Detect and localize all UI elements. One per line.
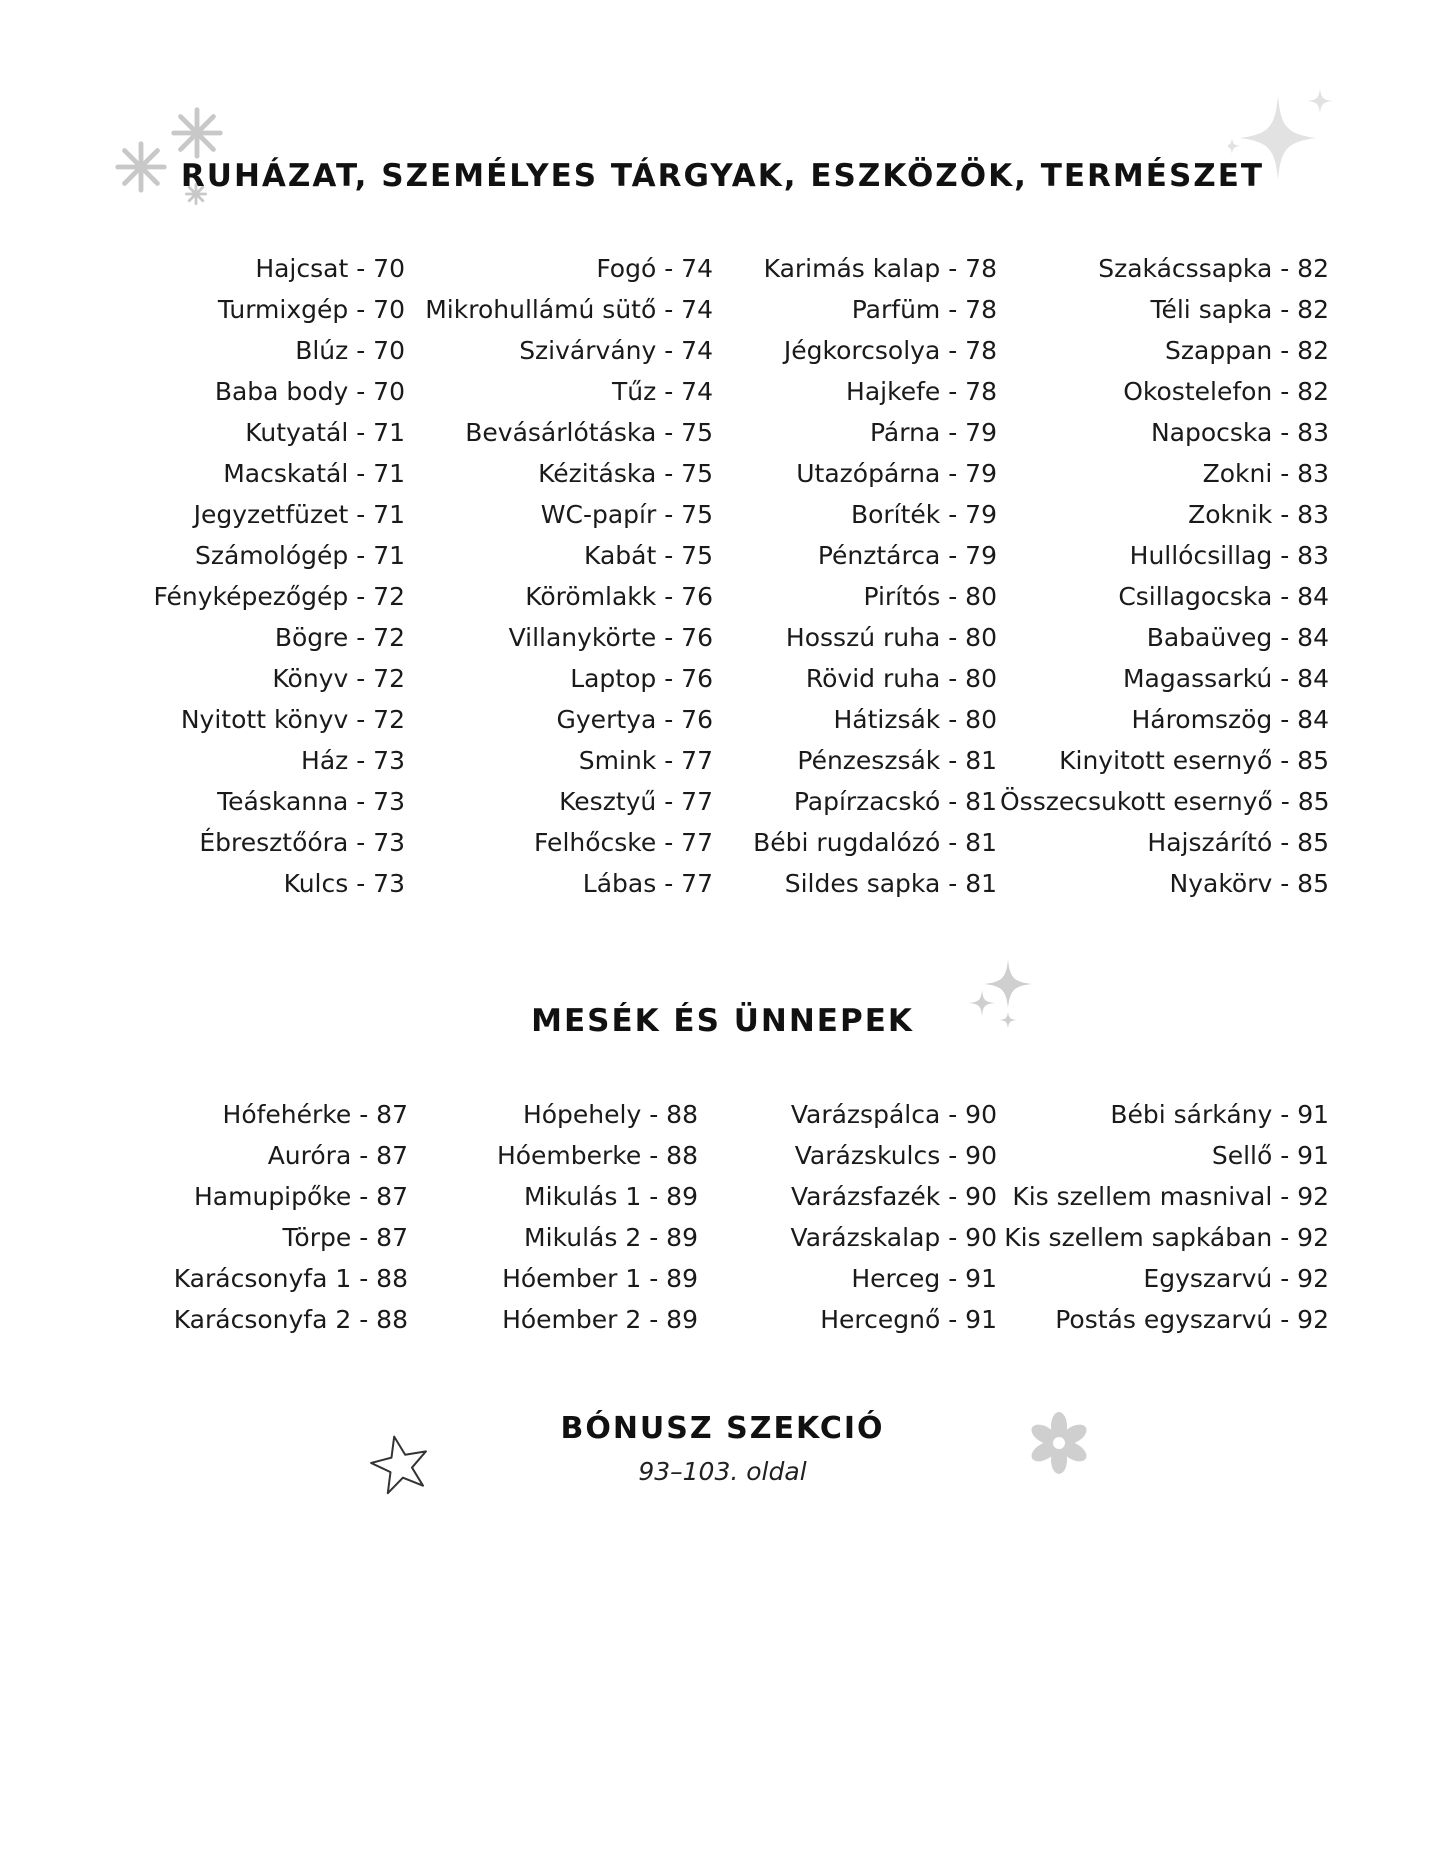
section-title-clothing: RUHÁZAT, SZEMÉLYES TÁRGYAK, ESZKÖZÖK, TERMÉSZET: [180, 158, 1265, 194]
index-entry: Felhőcske - 77: [534, 828, 713, 857]
index-entry: Törpe - 87: [282, 1223, 408, 1252]
index-entry: Hercegnő - 91: [820, 1305, 997, 1334]
index-entry: Fényképezőgép - 72: [153, 582, 405, 611]
index-entry: Blúz - 70: [295, 336, 405, 365]
index-entry: Okostelefon - 82: [1123, 377, 1329, 406]
index-entry: Ház - 73: [301, 746, 405, 775]
index-entry: Rövid ruha - 80: [805, 664, 997, 693]
index-entry: Napocska - 83: [1150, 418, 1329, 447]
index-entry: Hullócsillag - 83: [1129, 541, 1329, 570]
index-entry: Karácsonyfa 2 - 88: [173, 1305, 408, 1334]
index-entry: Macskatál - 71: [223, 459, 405, 488]
index-entry: Hóemberke - 88: [496, 1141, 698, 1170]
index-column: [720, 1094, 997, 1340]
index-entry: Papírzacskó - 81: [793, 787, 997, 816]
bonus-section-title: BÓNUSZ SZEKCIÓ: [560, 1411, 885, 1446]
index-entry: Karimás kalap - 78: [763, 254, 997, 283]
index-entry: Fogó - 74: [596, 254, 713, 283]
index-entry: Boríték - 79: [850, 500, 997, 529]
index-entry: Kinyitott esernyő - 85: [1059, 746, 1329, 775]
index-entry: Háromszög - 84: [1131, 705, 1329, 734]
index-column: [720, 248, 997, 904]
index-entry: Turmixgép - 70: [217, 295, 405, 324]
index-entry: Sildes sapka - 81: [784, 869, 997, 898]
index-entry: Varázsfazék - 90: [790, 1182, 997, 1211]
index-entry: Hajkefe - 78: [846, 377, 997, 406]
index-entry: Kutyatál - 71: [245, 418, 405, 447]
section-title-tales: MESÉK ÉS ÜNNEPEK: [531, 1003, 914, 1039]
index-entry: Hópehely - 88: [522, 1100, 698, 1129]
bonus-page-range: 93–103. oldal: [638, 1457, 807, 1486]
index-entry: Könyv - 72: [272, 664, 405, 693]
index-entry: Bébi sárkány - 91: [1110, 1100, 1329, 1129]
index-entry: Szivárvány - 74: [519, 336, 713, 365]
index-entry: Jegyzetfüzet - 71: [193, 500, 405, 529]
flower-icon: [168, 104, 226, 162]
index-entry: Varázskulcs - 90: [794, 1141, 997, 1170]
index-entry: Bébi rugdalózó - 81: [753, 828, 997, 857]
index-entry: Mikulás 2 - 89: [524, 1223, 698, 1252]
index-entry: Sellő - 91: [1211, 1141, 1329, 1170]
index-column: [140, 1094, 408, 1340]
index-entry: Bevásárlótáska - 75: [465, 418, 713, 447]
index-entry: Baba body - 70: [214, 377, 405, 406]
index-column: [1000, 1094, 1329, 1340]
index-column: [420, 248, 713, 904]
index-entry: Egyszarvú - 92: [1143, 1264, 1329, 1293]
index-entry: Teáskanna - 73: [217, 787, 405, 816]
index-entry: Hajcsat - 70: [255, 254, 405, 283]
index-entry: Párna - 79: [869, 418, 997, 447]
index-entry: Pénzeszsák - 81: [797, 746, 997, 775]
index-entry: Körömlakk - 76: [525, 582, 713, 611]
index-column: [140, 248, 405, 904]
index-entry: Varázskalap - 90: [790, 1223, 997, 1252]
index-entry: Jégkorcsolya - 78: [783, 336, 997, 365]
index-column: [420, 1094, 698, 1340]
index-entry: Nyakörv - 85: [1169, 869, 1329, 898]
index-entry: Kulcs - 73: [283, 869, 405, 898]
index-entry: Pénztárca - 79: [817, 541, 997, 570]
index-entry: Hátizsák - 80: [833, 705, 997, 734]
index-entry: Nyitott könyv - 72: [180, 705, 405, 734]
index-entry: Hóember 1 - 89: [502, 1264, 698, 1293]
index-entry: Babaüveg - 84: [1146, 623, 1329, 652]
index-entry: Hóember 2 - 89: [502, 1305, 698, 1334]
index-entry: Szappan - 82: [1165, 336, 1329, 365]
index-entry: Kabát - 75: [584, 541, 713, 570]
index-entry: Smink - 77: [578, 746, 713, 775]
index-entry: Auróra - 87: [267, 1141, 408, 1170]
index-entry: Herceg - 91: [851, 1264, 997, 1293]
index-entry: Pirítós - 80: [863, 582, 997, 611]
index-entry: Hajszárító - 85: [1147, 828, 1329, 857]
index-entry: Hamupipőke - 87: [194, 1182, 408, 1211]
index-entry: Utazópárna - 79: [796, 459, 997, 488]
index-entry: Gyertya - 76: [556, 705, 713, 734]
index-entry: Összecsukott esernyő - 85: [1000, 787, 1330, 816]
index-entry: Bögre - 72: [274, 623, 405, 652]
index-entry: Téli sapka - 82: [1150, 295, 1329, 324]
index-entry: Villanykörte - 76: [508, 623, 713, 652]
index-entry: Kis szellem masnival - 92: [1012, 1182, 1329, 1211]
index-entry: Kézitáska - 75: [538, 459, 713, 488]
index-entry: Hófehérke - 87: [222, 1100, 408, 1129]
index-entry: Szakácssapka - 82: [1098, 254, 1329, 283]
index-entry: Tűz - 74: [612, 377, 713, 406]
index-entry: Lábas - 77: [582, 869, 713, 898]
index-entry: Varázspálca - 90: [790, 1100, 997, 1129]
index-entry: Kis szellem sapkában - 92: [1004, 1223, 1329, 1252]
index-entry: Ébresztőóra - 73: [199, 828, 405, 857]
index-entry: Mikrohullámú sütő - 74: [425, 295, 713, 324]
index-entry: WC-papír - 75: [540, 500, 713, 529]
index-entry: Hosszú ruha - 80: [785, 623, 997, 652]
index-entry: Zokni - 83: [1202, 459, 1329, 488]
index-entry: Számológép - 71: [194, 541, 405, 570]
index-entry: Zoknik - 83: [1188, 500, 1329, 529]
index-entry: Kesztyű - 77: [559, 787, 713, 816]
index-entry: Postás egyszarvú - 92: [1055, 1305, 1329, 1334]
index-entry: Magassarkú - 84: [1122, 664, 1329, 693]
index-entry: Mikulás 1 - 89: [524, 1182, 698, 1211]
index-column: [1000, 248, 1329, 904]
index-entry: Parfüm - 78: [851, 295, 997, 324]
index-entry: Csillagocska - 84: [1118, 582, 1329, 611]
index-entry: Laptop - 76: [570, 664, 713, 693]
index-entry: Karácsonyfa 1 - 88: [173, 1264, 408, 1293]
